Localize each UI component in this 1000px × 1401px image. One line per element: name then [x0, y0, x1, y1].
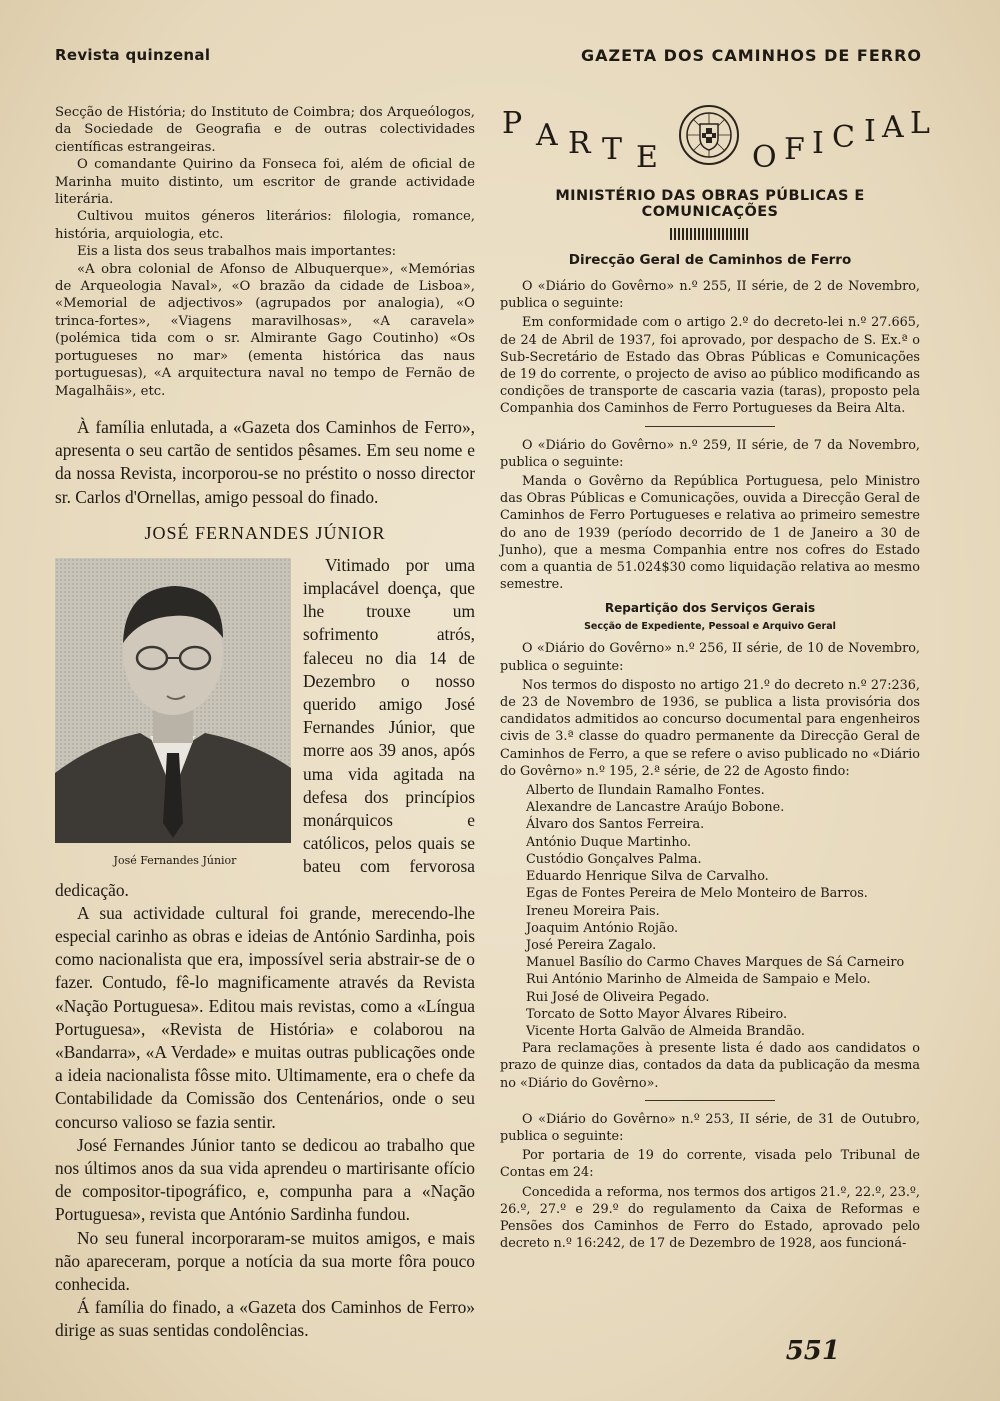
notice-block-4: [500, 1111, 920, 1253]
intro-paragraph: Cultivou muitos géneros literários: filologia, romance, história, arquiologia, etc.: [55, 209, 475, 242]
candidate-name: António Duque Martinho.: [526, 834, 692, 850]
obituary-paragraph: Á família do finado, a «Gazeta dos Caminhos de Ferro» dirige as suas sentidas condolências.: [55, 1297, 475, 1341]
running-header-right: GAZETA DOS CAMINHOS DE FERRO: [580, 46, 922, 65]
seccao-heading: Secção de Expediente, Pessoal e Arquivo Geral: [584, 621, 836, 633]
condolence-paragraph: À família enlutada, a «Gazeta dos Caminhos de Ferro», apresenta o seu cartão de sentidos pêsames. Em seu nome e da nossa Revista, incorporou-se no préstito o nosso director sr. Carlos d'Ornellas, amigo pessoal do finado.: [55, 416, 475, 507]
candidate-name: Rui José de Oliveira Pegado.: [526, 989, 710, 1005]
portrait-figure: [55, 558, 295, 872]
direccao-heading: Direcção Geral de Caminhos de Ferro: [568, 252, 852, 268]
candidate-name: Joaquim António Rojão.: [526, 920, 679, 936]
candidate-name: Vicente Horta Galvão de Almeida Brandão.: [526, 1023, 805, 1039]
parte-oficial-banner: P A R T E O F I C I A L: [502, 106, 932, 175]
intro-paragraph: O comandante Quirino da Fonseca foi, além de oficial de Marinha muito distinto, um escritor de grande actividade literária.: [55, 157, 475, 208]
hatch-divider: [670, 228, 750, 240]
works-list-paragraph: «A obra colonial de Afonso de Albuquerque», «Memórias de Arqueologia Naval», «O brazão da cidade de Lisboa», «Memorial de adjectivos» (agrupados por analogia), «O trinca-fortes», «Viagens maravilhosas», «A caravela» (polémica tida com o sr. Almirante Gago Coutinho) «Os portugueses no mar» (ementa histórica das naus portuguesas), «A arquitectura naval no tempo de Fernão de Magalhãis», etc.: [55, 261, 475, 399]
portrait-photo: [55, 558, 291, 843]
obituary-paragraph: A sua actividade cultural foi grande, merecendo-lhe especial carinho as obras e ideias de António Sardinha, pois como nacionalista que era, impossível seria abstrair-se de o fazer. Contudo, fê-lo magnificamente através da Revista «Nação Portuguesa». Editou mais revistas, como a «Língua Portuguesa», «Revista de História» e colaborou na «Bandarra», «A Verdade» e muitas outras publicações onde a ideia nacionalista fôsse mito. Ultimamente, era o chefe da Contabilidade da Comissão dos Centenários, onde o seu concurso valioso se fazia sentir.: [55, 902, 475, 1132]
candidate-name: Custódio Gonçalves Palma.: [526, 851, 702, 867]
notice-block-3: [500, 640, 920, 1091]
intro-section: [55, 104, 475, 400]
candidate-name: Eduardo Henrique Silva de Carvalho.: [526, 869, 769, 885]
intro-paragraph: Eis a lista dos seus trabalhos mais importantes:: [77, 244, 397, 260]
notice-paragraph: O «Diário do Govêrno» n.º 255, II série, de 2 de Novembro, publica o seguinte:: [500, 279, 920, 312]
candidate-list: [500, 782, 920, 1040]
candidate-name: Manuel Basílio do Carmo Chaves Marques de Sá Carneiro: [526, 955, 905, 971]
ministry-heading: MINISTÉRIO DAS OBRAS PÚBLICAS E COMUNICAÇÕES: [555, 188, 865, 220]
notice-paragraph: O «Diário do Govêrno» n.º 259, II série, de 7 da Novembro, publica o seguinte:: [500, 437, 920, 470]
candidate-name: Rui António Marinho de Almeida de Sampaio e Melo.: [526, 972, 871, 988]
notice-paragraph: Manda o Govêrno da República Portuguesa, pelo Ministro das Obras Públicas e Comunicações, ouvida a Direcção Geral de Caminhos de Ferro Portugueses e relativa ao primeiro semestre do ano de 1939 (período decorrido de 1 de Janeiro a 30 de Junho), que a mesma Companhia entre nos cofres do Estado com a quantia de 51.024$30 como liquidação relativa ao mesmo semestre.: [500, 474, 920, 593]
page-number: 551: [785, 1336, 840, 1366]
notice-paragraph: Nos termos do disposto no artigo 21.º do decreto n.º 27:236, de 23 de Novembro de 1936, se publica a lista provisória dos candidatos admitidos ao concurso documental para engenheiros civis de 3.ª classe do quadro permanente da Direcção Geral de Caminhos de Ferro, a que se refere o aviso publicado no «Diário do Govêrno» n.º 195, 2.ª série, de 22 de Agosto findo:: [500, 677, 920, 779]
intro-paragraph: Secção de História; do Instituto de Coimbra; dos Arqueólogos, da Sociedade de Geografia e de outras colectividades científicas estrangeiras.: [55, 105, 475, 155]
notice-block-1: [500, 278, 920, 418]
notice-paragraph: O «Diário do Govêrno» n.º 253, II série, de 31 de Outubro, publica o seguinte:: [500, 1111, 920, 1144]
portrait-illustration: [55, 558, 291, 843]
obituary-paragraph: No seu funeral incorporaram-se muitos amigos, e mais não apareceram, porque a notícia da sua morte fôra pouco conhecida.: [55, 1227, 475, 1295]
notice-paragraph: O «Diário do Govêrno» n.º 256, II série, de 10 de Novembro, publica o seguinte:: [500, 641, 920, 674]
candidate-name: Ireneu Moreira Pais.: [526, 903, 660, 919]
obituary-title: JOSÉ FERNANDES JÚNIOR: [144, 522, 386, 543]
notice-block-2: [500, 437, 920, 594]
obituary-paragraph: José Fernandes Júnior tanto se dedicou ao trabalho que nos últimos anos da sua vida aprendeu o martirisante ofício de compositor-tipográfico, e, compunha para a «Nação Portuguesa», revista que António Sardinha fundou.: [55, 1134, 475, 1225]
candidate-name: José Pereira Zagalo.: [526, 937, 657, 953]
candidate-name: Egas de Fontes Pereira de Melo Monteiro de Barros.: [526, 886, 868, 902]
divider-rule: [645, 426, 775, 427]
notice-paragraph: Em conformidade com o artigo 2.º do decreto-lei n.º 27.665, de 24 de Abril de 1937, foi aprovado, por despacho de S. Ex.ª o Sub-Secretário de Estado das Obras Públicas e Comunicações de 19 do corrente, o projecto de aviso ao público modificando as condições de transporte de cascaria vazia (taras), proposto pela Companhia dos Caminhos de Ferro Portugueses da Beira Alta.: [500, 315, 920, 417]
obituary-paragraph: Vitimado por uma implacável doença, que lhe trouxe um sofrimento atrós, faleceu no dia 14 de Dezembro o nosso querido amigo José Fernandes Júnior, que morre aos 39 anos, após uma vida agitada na defesa dos princípios monárquicos e católicos, pelos quais se bateu com fervorosa dedicação.: [55, 554, 475, 900]
candidate-name: Álvaro dos Santos Ferreira.: [526, 817, 705, 833]
notice-paragraph: Concedida a reforma, nos termos dos artigos 21.º, 22.º, 23.º, 26.º, 27.º e 29.º do regulamento da Caixa de Reformas e Pensões dos Caminhos de Ferro do Estado, aprovado pelo decreto n.º 16:242, de 17 de Dezembro de 1928, aos funcioná-: [500, 1184, 920, 1252]
coat-of-arms-icon: [678, 104, 740, 166]
candidate-name: Torcato de Sotto Mayor Álvares Ribeiro.: [526, 1006, 788, 1022]
right-column: [500, 104, 932, 1254]
candidate-name: Alexandre de Lancastre Araújo Bobone.: [526, 800, 785, 816]
condolence-section: [55, 416, 475, 509]
reparticao-heading: Repartição dos Serviços Gerais: [604, 601, 816, 616]
candidate-name: Alberto de Ilundain Ramalho Fontes.: [526, 783, 765, 799]
notice-paragraph: Para reclamações à presente lista é dado aos candidatos o prazo de quinze dias, contados da data da publicação da mesma no «Diário do Govêrno».: [500, 1041, 920, 1091]
portrait-caption: José Fernandes Júnior: [113, 853, 237, 867]
divider-rule: [645, 1100, 775, 1101]
left-column: [55, 104, 475, 1343]
obituary-body: [55, 554, 475, 1343]
notice-paragraph: Por portaria de 19 do corrente, visada pelo Tribunal de Contas em 24:: [500, 1148, 920, 1181]
running-header-left: Revista quinzenal: [55, 46, 211, 64]
